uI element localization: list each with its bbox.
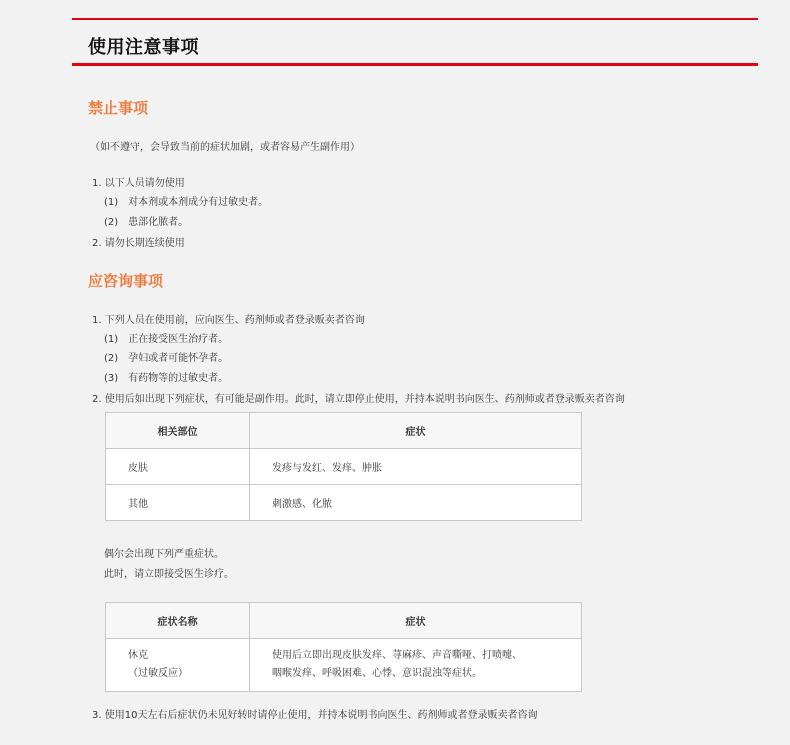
prohibited-item-1-sub-2: (2) 患部化脓者。: [104, 217, 189, 228]
consult-item-1-sub-3: (3) 有药物等的过敏史者。: [104, 373, 229, 384]
prohibited-item-1-sub-1: (1) 对本剂或本剂成分有过敏史者。: [104, 197, 269, 208]
consult-item-1: 1. 下列人员在使用前，应向医生、药剂师或者登录贩卖者咨询: [92, 315, 365, 326]
consult-heading: 应咨询事项: [88, 272, 164, 290]
symptom-desc-line-1: 使用后立即出现皮肤发痒、荨麻疹、声音嘶哑、打喷嚏、: [272, 650, 522, 661]
prohibited-item-1: 1. 以下人员请勿使用: [92, 178, 185, 189]
consult-item-2: 2. 使用后如出现下列症状，有可能是副作用。此时，请立即停止使用，并持本说明书向医生、药剂师或者登录贩卖者咨询: [92, 394, 625, 405]
rare-note-1: 偶尔会出现下列严重症状。: [104, 549, 224, 560]
prohibited-note: （如不遵守，会导致当前的症状加剧，或者容易产生副作用）: [90, 142, 360, 153]
table-header-cell: 症状名称: [106, 603, 250, 639]
consult-item-3: 3. 使用10天左右后症状仍未见好转时请停止使用，并持本说明书向医生、药剂师或者登录贩卖者咨询: [92, 710, 538, 721]
table-header-cell: 相关部位: [106, 413, 250, 449]
top-divider: [72, 18, 758, 20]
table-cell: 皮肤: [106, 449, 250, 485]
prohibited-item-2: 2. 请勿长期连续使用: [92, 238, 185, 249]
symptom-name-line-1: 休克: [128, 650, 148, 661]
table-cell: [106, 639, 250, 692]
prohibited-heading: 禁止事项: [88, 99, 149, 117]
consult-item-1-sub-2: (2) 孕妇或者可能怀孕者。: [104, 353, 229, 364]
page-title: 使用注意事项: [88, 37, 199, 58]
table-row: [106, 639, 582, 692]
table-cell: 其他: [106, 485, 250, 521]
symptom-desc-line-2: 咽喉发痒、呼吸困难、心悸、意识混浊等症状。: [272, 668, 482, 679]
table-cell: 发疹与发红、发痒、肿胀: [250, 449, 582, 485]
consult-item-1-sub-1: (1) 正在接受医生治疗者。: [104, 334, 229, 345]
symptom-name-line-2: （过敏反应）: [128, 668, 188, 679]
title-underline: [72, 63, 758, 66]
side-effects-table: [105, 412, 582, 521]
table-header-row: [106, 603, 582, 639]
table-row: [106, 449, 582, 485]
table-cell: 刺激感、化脓: [250, 485, 582, 521]
table-cell: [250, 639, 582, 692]
table-header-cell: 症状: [250, 413, 582, 449]
rare-note-2: 此时，请立即接受医生诊疗。: [104, 569, 234, 580]
table-row: [106, 485, 582, 521]
serious-symptoms-table: [105, 602, 582, 692]
table-header-cell: 症状: [250, 603, 582, 639]
table-header-row: [106, 413, 582, 449]
